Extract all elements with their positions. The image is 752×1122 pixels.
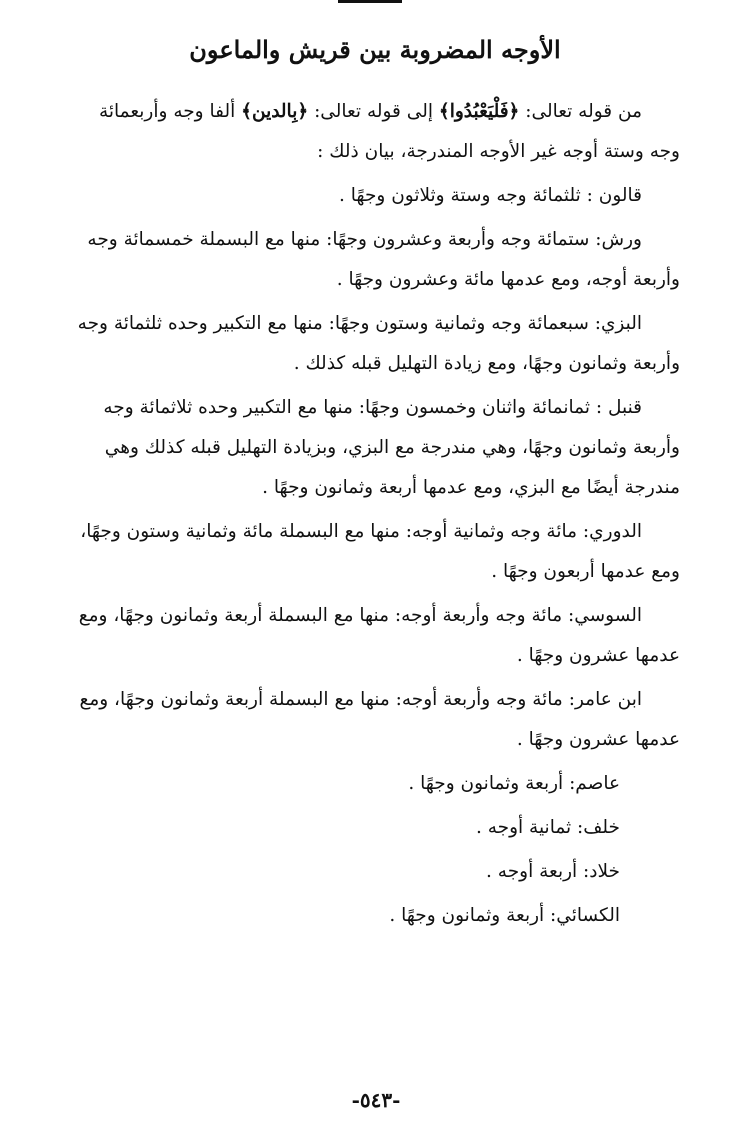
reader-warsh: ورش: ستمائة وجه وأربعة وعشرون وجهًا: منها مع البسملة خمسمائة وجه وأربعة أوجه، ومع عدمها مائة وعشرون وجهًا . bbox=[87, 229, 680, 290]
reader-bazzi: البزي: سبعمائة وجه وثمانية وستون وجهًا: منها مع التكبير وحده ثلثمائة وجه وأربعة وثمانون وجهًا، ومع زيادة التهليل قبله كذلك . bbox=[77, 313, 680, 374]
reader-qalun: قالون : ثلثمائة وجه وستة وثلاثون وجهًا . bbox=[339, 185, 642, 206]
intro-part3: ألفا وجه وأربعمائة وجه وستة أوجه غير الأوجه المندرجة، بيان ذلك : bbox=[98, 101, 680, 162]
intro-part2: إلى قوله تعالى: bbox=[308, 101, 439, 122]
page-title: الأوجه المضروبة بين قريش والماعون bbox=[189, 35, 561, 64]
quran-quote-2: ﴿بِالدين﴾ bbox=[241, 101, 309, 122]
top-rule bbox=[338, 0, 402, 3]
intro-part1: من قوله تعالى: bbox=[519, 101, 642, 122]
reader-duri: الدوري: مائة وجه وثمانية أوجه: منها مع البسملة مائة وثمانية وستون وجهًا، ومع عدمها أربعون وجهًا . bbox=[80, 521, 680, 582]
reader-qunbul: قنبل : ثمانمائة واثنان وخمسون وجهًا: منها مع التكبير وحده ثلاثمائة وجه وأربعة وثمانون وجهًا، وهي مندرجة مع البزي، وبزيادة التهليل قبله كذلك وهي مندرجة أيضًا مع البزي، ومع عدمها أربعة وثمانون وجهًا . bbox=[103, 397, 680, 498]
page-body bbox=[70, 30, 680, 940]
page-number: -٥٤٣- bbox=[351, 1088, 401, 1112]
reader-susi: السوسي: مائة وجه وأربعة أوجه: منها مع البسملة أربعة وثمانون وجهًا، ومع عدمها عشرون وجهًا . bbox=[78, 605, 680, 666]
reader-khalaf: خلف: ثمانية أوجه . bbox=[475, 817, 620, 838]
reader-kisai: الكسائي: أربعة وثمانون وجهًا . bbox=[389, 905, 620, 926]
reader-asim: عاصم: أربعة وثمانون وجهًا . bbox=[408, 773, 620, 794]
reader-ibn-amir: ابن عامر: مائة وجه وأربعة أوجه: منها مع البسملة أربعة وثمانون وجهًا، ومع عدمها عشرون وجهًا . bbox=[79, 689, 680, 750]
reader-khallad: خلاد: أربعة أوجه . bbox=[486, 861, 620, 882]
quran-quote-1: ﴿فَلْيَعْبُدُوا﴾ bbox=[438, 101, 520, 122]
intro-paragraph bbox=[70, 92, 680, 172]
